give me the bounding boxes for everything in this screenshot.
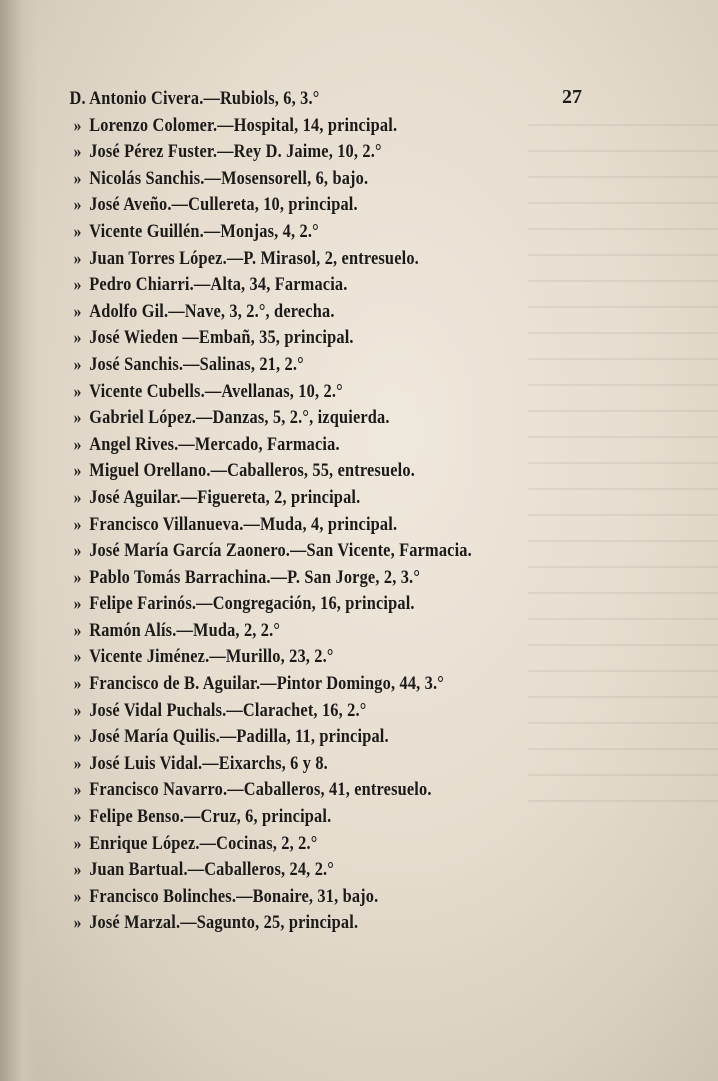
list-item	[66, 248, 472, 275]
entry-prefix: »	[73, 619, 82, 640]
entry-text: José Aguilar.—Figuereta, 2, principal.	[89, 486, 361, 508]
entry-prefix: »	[73, 752, 82, 773]
list-item	[66, 806, 472, 833]
entry-prefix: »	[73, 114, 82, 135]
entry-text: Felipe Farinós.—Congregación, 16, principal.	[89, 593, 415, 615]
entry-prefix: »	[73, 699, 82, 720]
list-item	[66, 673, 472, 700]
show-through-text	[528, 110, 718, 810]
list-item	[66, 194, 472, 221]
page-number: 27	[562, 86, 582, 108]
entry-text: Antonio Civera.—Rubiols, 6, 3.°	[89, 88, 320, 109]
list-item	[66, 381, 472, 408]
list-item	[66, 221, 472, 248]
entry-text: Pedro Chiarri.—Alta, 34, Farmacia.	[89, 274, 348, 296]
entry-text: José María García Zaonero.—San Vicente, Farmacia.	[89, 540, 472, 562]
entry-prefix: »	[73, 912, 82, 933]
entry-text: José Marzal.—Sagunto, 25, principal.	[89, 912, 359, 934]
entry-text: Nicolás Sanchis.—Mosensorell, 6, bajo.	[89, 167, 369, 189]
entry-prefix: D.	[69, 88, 86, 109]
entry-text: Enrique López.—Cocinas, 2, 2.°	[89, 832, 318, 854]
entry-prefix: »	[73, 327, 82, 348]
entry-text: Vicente Cubells.—Avellanas, 10, 2.°	[89, 380, 343, 402]
list-item	[66, 779, 472, 806]
entry-text: Miguel Orellano.—Caballeros, 55, entresuelo.	[89, 460, 415, 482]
entry-text: Francisco Villanueva.—Muda, 4, principal.	[89, 513, 398, 535]
entry-prefix: »	[73, 380, 82, 401]
entry-prefix: »	[73, 486, 82, 507]
list-item	[66, 753, 472, 780]
list-item	[66, 115, 472, 142]
entry-prefix: »	[73, 220, 82, 241]
entry-text: José Aveño.—Cullereta, 10, principal.	[89, 194, 358, 216]
entry-prefix: »	[73, 566, 82, 587]
entry-prefix: »	[73, 726, 82, 747]
list-item	[66, 859, 472, 886]
entry-text: Juan Bartual.—Caballeros, 24, 2.°	[89, 859, 334, 881]
entry-prefix: »	[73, 300, 82, 321]
list-item	[66, 567, 472, 594]
list-item	[66, 434, 472, 461]
entry-prefix: »	[73, 593, 82, 614]
list-item	[66, 912, 472, 939]
entry-prefix: »	[73, 540, 82, 561]
entry-text: José Pérez Fuster.—Rey D. Jaime, 10, 2.°	[89, 141, 382, 163]
entry-text: José Luis Vidal.—Eixarchs, 6 y 8.	[89, 752, 328, 774]
entry-prefix: »	[73, 806, 82, 827]
list-item	[66, 646, 472, 673]
list-item	[66, 354, 472, 381]
entry-text: Francisco Bolinches.—Bonaire, 31, bajo.	[89, 885, 379, 907]
entry-text: José Sanchis.—Salinas, 21, 2.°	[89, 353, 304, 375]
entry-text: Adolfo Gil.—Nave, 3, 2.°, derecha.	[89, 300, 335, 322]
list-item	[66, 833, 472, 860]
entry-text: José María Quilis.—Padilla, 11, principal.	[89, 726, 389, 748]
entry-prefix: »	[73, 779, 82, 800]
list-item	[66, 886, 472, 913]
entry-prefix: »	[73, 141, 82, 162]
entry-text: José Vidal Puchals.—Clarachet, 16, 2.°	[89, 699, 367, 721]
entry-prefix: »	[73, 407, 82, 428]
entry-prefix: »	[73, 433, 82, 454]
entry-prefix: »	[73, 353, 82, 374]
entry-text: Felipe Benso.—Cruz, 6, principal.	[89, 806, 332, 828]
entry-prefix: »	[73, 460, 82, 481]
entry-prefix: »	[73, 194, 82, 215]
entry-prefix: »	[73, 646, 82, 667]
list-item	[66, 487, 472, 514]
entry-text: Juan Torres López.—P. Mirasol, 2, entresuelo.	[89, 247, 419, 269]
entry-text: Ramón Alís.—Muda, 2, 2.°	[89, 619, 281, 641]
entry-prefix: »	[73, 832, 82, 853]
list-item	[66, 301, 472, 328]
list-item	[66, 141, 472, 168]
entry-prefix: »	[73, 859, 82, 880]
list-item	[66, 274, 472, 301]
entry-text: Vicente Jiménez.—Murillo, 23, 2.°	[89, 646, 334, 668]
list-item	[66, 620, 472, 647]
entry-prefix: »	[73, 673, 82, 694]
list-item	[66, 168, 472, 195]
list-item	[66, 593, 472, 620]
entry-prefix: »	[73, 247, 82, 268]
entry-prefix: »	[73, 885, 82, 906]
list-item	[66, 460, 472, 487]
entry-prefix: »	[73, 167, 82, 188]
list-item	[66, 407, 472, 434]
entry-text: Pablo Tomás Barrachina.—P. San Jorge, 2, 3.°	[89, 566, 421, 588]
entry-text: Gabriel López.—Danzas, 5, 2.°, izquierda.	[89, 407, 390, 429]
address-list	[66, 88, 538, 939]
entry-text: Francisco de B. Aguilar.—Pintor Domingo, 44, 3.°	[89, 673, 444, 695]
entry-prefix: »	[73, 513, 82, 534]
list-item	[66, 700, 472, 727]
list-item	[66, 540, 472, 567]
entry-prefix: »	[73, 274, 82, 295]
entry-text: Angel Rives.—Mercado, Farmacia.	[89, 433, 340, 455]
list-item	[66, 726, 472, 753]
list-item	[66, 514, 472, 541]
list-item	[66, 88, 472, 115]
entry-text: Vicente Guillén.—Monjas, 4, 2.°	[89, 220, 319, 242]
entry-text: Lorenzo Colomer.—Hospital, 14, principal.	[89, 114, 398, 136]
list-item	[66, 327, 472, 354]
entry-text: Francisco Navarro.—Caballeros, 41, entresuelo.	[89, 779, 432, 801]
entry-text: José Wieden —Embañ, 35, principal.	[89, 327, 354, 349]
